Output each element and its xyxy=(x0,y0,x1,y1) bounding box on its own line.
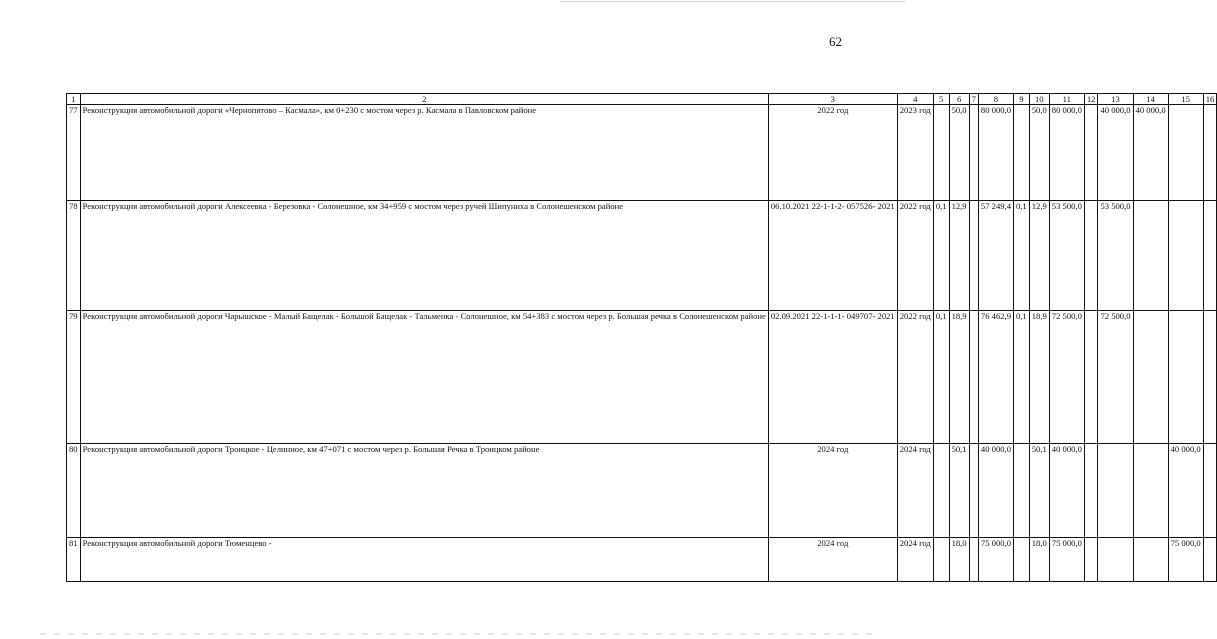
col-header-6: 6 xyxy=(949,94,969,105)
table-row xyxy=(67,538,1217,582)
row-number: 80 xyxy=(67,444,81,538)
table-row xyxy=(67,105,1217,201)
cell-col15: 75 000,0 xyxy=(1168,538,1203,582)
cell-col8: 76 462,9 xyxy=(978,311,1013,444)
cell-col6: 18,9 xyxy=(949,311,969,444)
cell-col6: 50,1 xyxy=(949,444,969,538)
cell-col5 xyxy=(933,105,949,201)
cell-col11: 75 000,0 xyxy=(1049,538,1084,582)
expertise-info: 2022 год xyxy=(768,105,897,201)
col-header-7: 7 xyxy=(969,94,978,105)
cell-col10: 18,0 xyxy=(1029,538,1049,582)
cell-col16 xyxy=(1203,201,1217,311)
cell-col13: 40 000,0 xyxy=(1098,105,1133,201)
completion-year: 2022 год xyxy=(897,201,933,311)
row-number: 81 xyxy=(67,538,81,582)
cell-col7 xyxy=(969,105,978,201)
cell-col11: 53 500,0 xyxy=(1049,201,1084,311)
cell-col9: 0,1 xyxy=(1013,311,1029,444)
cell-col8: 40 000,0 xyxy=(978,444,1013,538)
cell-col12 xyxy=(1084,444,1098,538)
col-header-3: 3 xyxy=(768,94,897,105)
col-header-12: 12 xyxy=(1084,94,1098,105)
page-number: 62 xyxy=(829,34,842,49)
cell-col16 xyxy=(1203,311,1217,444)
object-name: Реконструкция автомобильной дороги Тюменцево - xyxy=(80,538,768,582)
cell-col16 xyxy=(1203,538,1217,582)
cell-col15 xyxy=(1168,311,1203,444)
col-header-10: 10 xyxy=(1029,94,1049,105)
col-header-16: 16 xyxy=(1203,94,1217,105)
col-header-13: 13 xyxy=(1098,94,1133,105)
cell-col12 xyxy=(1084,538,1098,582)
cell-col9: 0,1 xyxy=(1013,201,1029,311)
cell-col12 xyxy=(1084,201,1098,311)
expertise-info: 02.09.2021 22-1-1-1- 049707- 2021 xyxy=(768,311,897,444)
cell-col9 xyxy=(1013,105,1029,201)
cell-col13 xyxy=(1098,444,1133,538)
row-number: 79 xyxy=(67,311,81,444)
expertise-info: 2024 год xyxy=(768,444,897,538)
cell-col6: 50,0 xyxy=(949,105,969,201)
col-header-5: 5 xyxy=(933,94,949,105)
col-header-15: 15 xyxy=(1168,94,1203,105)
cell-col10: 50,1 xyxy=(1029,444,1049,538)
scan-noise xyxy=(40,633,880,635)
cell-col16 xyxy=(1203,444,1217,538)
completion-year: 2024 год xyxy=(897,538,933,582)
cell-col15: 40 000,0 xyxy=(1168,444,1203,538)
table-row xyxy=(67,311,1217,444)
cell-col11: 72 500,0 xyxy=(1049,311,1084,444)
cell-col13: 53 500,0 xyxy=(1098,201,1133,311)
table-row xyxy=(67,444,1217,538)
col-header-4: 4 xyxy=(897,94,933,105)
completion-year: 2024 год xyxy=(897,444,933,538)
col-header-8: 8 xyxy=(978,94,1013,105)
cell-col14 xyxy=(1133,538,1168,582)
cell-col8: 75 000,0 xyxy=(978,538,1013,582)
cell-col5: 0,1 xyxy=(933,201,949,311)
cell-col6: 12,9 xyxy=(949,201,969,311)
cell-col9 xyxy=(1013,444,1029,538)
cell-col8: 80 000,0 xyxy=(978,105,1013,201)
cell-col11: 40 000,0 xyxy=(1049,444,1084,538)
col-header-1: 1 xyxy=(67,94,81,105)
cell-col12 xyxy=(1084,105,1098,201)
cell-col10: 12,9 xyxy=(1029,201,1049,311)
cell-col7 xyxy=(969,444,978,538)
cell-col10: 50,0 xyxy=(1029,105,1049,201)
cell-col14 xyxy=(1133,201,1168,311)
cell-col5 xyxy=(933,444,949,538)
col-header-9: 9 xyxy=(1013,94,1029,105)
object-name: Реконструкция автомобильной дороги Троицкое - Целинное, км 47+071 с мостом через р. Большая Речка в Троицком районе xyxy=(80,444,768,538)
cell-col9 xyxy=(1013,538,1029,582)
object-name: Реконструкция автомобильной дороги «Чернопятово – Касмала», км 0+230 с мостом через р. Касмала в Павловском районе xyxy=(80,105,768,201)
cell-col7 xyxy=(969,201,978,311)
cell-col7 xyxy=(969,311,978,444)
cell-col10: 18,9 xyxy=(1029,311,1049,444)
cell-col5 xyxy=(933,538,949,582)
cell-col14: 40 000,0 xyxy=(1133,105,1168,201)
header-row xyxy=(67,94,1217,105)
cell-col12 xyxy=(1084,311,1098,444)
col-header-11: 11 xyxy=(1049,94,1084,105)
cell-col5: 0,1 xyxy=(933,311,949,444)
cell-col15 xyxy=(1168,105,1203,201)
row-number: 78 xyxy=(67,201,81,311)
completion-year: 2022 год xyxy=(897,311,933,444)
row-number: 77 xyxy=(67,105,81,201)
object-name: Реконструкция автомобильной дороги Алексеевка - Березовка - Солонешное, км 34+959 с мостом через ручей Шипуниха в Солонешенском районе xyxy=(80,201,768,311)
cell-col13: 72 500,0 xyxy=(1098,311,1133,444)
top-scan-rule xyxy=(560,1,905,2)
completion-year: 2023 год xyxy=(897,105,933,201)
object-name: Реконструкция автомобильной дороги Чарышское - Малый Бащелак - Большой Бащелак - Тальменка - Солонешное, км 54+383 с мостом через р. Большая речка в Солонешенском районе xyxy=(80,311,768,444)
table-row xyxy=(67,201,1217,311)
expertise-info: 2024 год xyxy=(768,538,897,582)
cell-col14 xyxy=(1133,444,1168,538)
data-table xyxy=(66,93,1217,582)
cell-col7 xyxy=(969,538,978,582)
cell-col14 xyxy=(1133,311,1168,444)
cell-col8: 57 249,4 xyxy=(978,201,1013,311)
cell-col11: 80 000,0 xyxy=(1049,105,1084,201)
cell-col16 xyxy=(1203,105,1217,201)
cell-col15 xyxy=(1168,201,1203,311)
cell-col6: 18,0 xyxy=(949,538,969,582)
cell-col13 xyxy=(1098,538,1133,582)
col-header-2: 2 xyxy=(80,94,768,105)
col-header-14: 14 xyxy=(1133,94,1168,105)
expertise-info: 06.10.2021 22-1-1-2- 057526- 2021 xyxy=(768,201,897,311)
